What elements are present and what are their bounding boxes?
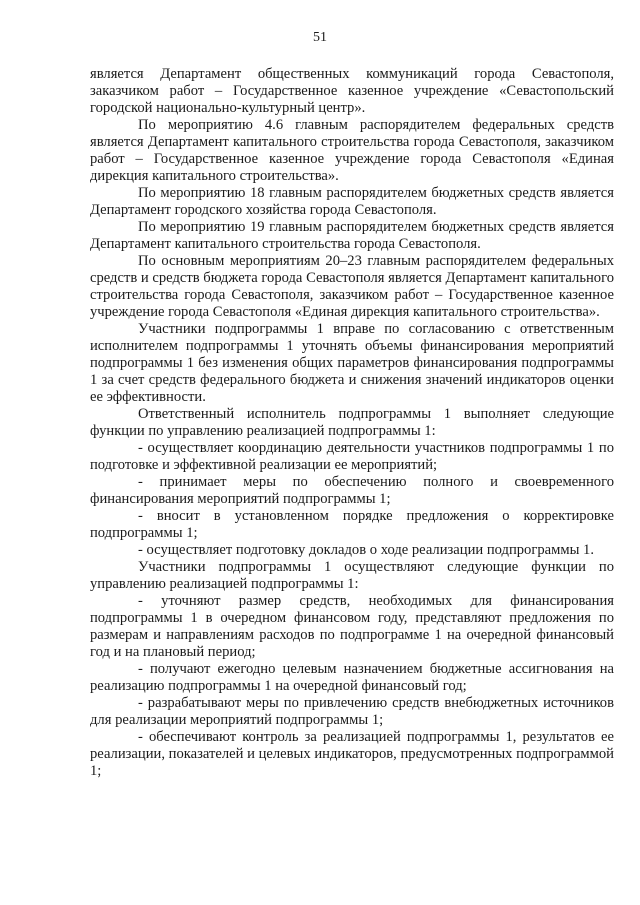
- list-item-reports: - осуществляет подготовку докладов о ходе реализации подпрограммы 1.: [138, 542, 594, 558]
- paragraph-3: По мероприятию 18 главным распорядителем бюджетных средств является Департамент городского хозяйства города Севастополя.: [90, 185, 614, 218]
- paragraph-1: является Департамент общественных коммуникаций города Севастополя, заказчиком работ – Государственное казенное учреждение «Севастопольский городской национально-культурный центр».: [90, 66, 614, 116]
- document-body: [90, 66, 614, 780]
- list-item-funding-size: - уточняют размер средств, необходимых для финансирования подпрограммы 1 в очередном финансовом году, представляют предложения по размерам и направлениям расходов по подпрограмме 1 на очередной финансовый год и на плановый период;: [90, 593, 614, 660]
- paragraph-participants-functions: Участники подпрограммы 1 осуществляют следующие функции по управлению реализацией подпрограммы 1:: [90, 559, 614, 592]
- paragraph-2: По мероприятию 4.6 главным распорядителем федеральных средств является Департамент капитального строительства города Севастополя, заказчиком работ – Государственное казенное учреждение города Севастополя «Единая дирекция капитального строительства».: [90, 117, 614, 184]
- paragraph-5: По основным мероприятиям 20–23 главным распорядителем федеральных средств и средств бюджета города Севастополя является Департамент капитального строительства города Севастополя, заказчиком работ – Государственное казенное учреждение города Севастополя «Единая дирекция капитального строительства».: [90, 253, 614, 320]
- list-item-control: - обеспечивают контроль за реализацией подпрограммы 1, результатов ее реализации, показателей и целевых индикаторов, предусмотренных подпрограммой 1;: [90, 729, 614, 779]
- list-item-correction-proposals: - вносит в установленном порядке предложения о корректировке подпрограммы 1;: [90, 508, 614, 541]
- page-number: 51: [313, 30, 327, 45]
- list-item-financing-measures: - принимает меры по обеспечению полного и своевременного финансирования мероприятий подпрограммы 1;: [90, 474, 614, 507]
- paragraph-4: По мероприятию 19 главным распорядителем бюджетных средств является Департамент капитального строительства города Севастополя.: [90, 219, 614, 252]
- paragraph-6: Участники подпрограммы 1 вправе по согласованию с ответственным исполнителем подпрограммы 1 уточнять объемы финансирования мероприятий подпрограммы 1 без изменения общих параметров финансирования подпрограммы 1 за счет средств федерального бюджета и снижения значений индикаторов оценки ее эффективности.: [90, 321, 614, 405]
- list-item-extrabudgetary: - разрабатывают меры по привлечению средств внебюджетных источников для реализации мероприятий подпрограммы 1;: [90, 695, 614, 728]
- list-item-budget-allocations: - получают ежегодно целевым назначением бюджетные ассигнования на реализацию подпрограммы 1 на очередной финансовый год;: [90, 661, 614, 694]
- list-item-coordination: - осуществляет координацию деятельности участников подпрограммы 1 по подготовке и эффективной реализации ее мероприятий;: [90, 440, 614, 473]
- paragraph-7: Ответственный исполнитель подпрограммы 1 выполняет следующие функции по управлению реализацией подпрограммы 1:: [90, 406, 614, 439]
